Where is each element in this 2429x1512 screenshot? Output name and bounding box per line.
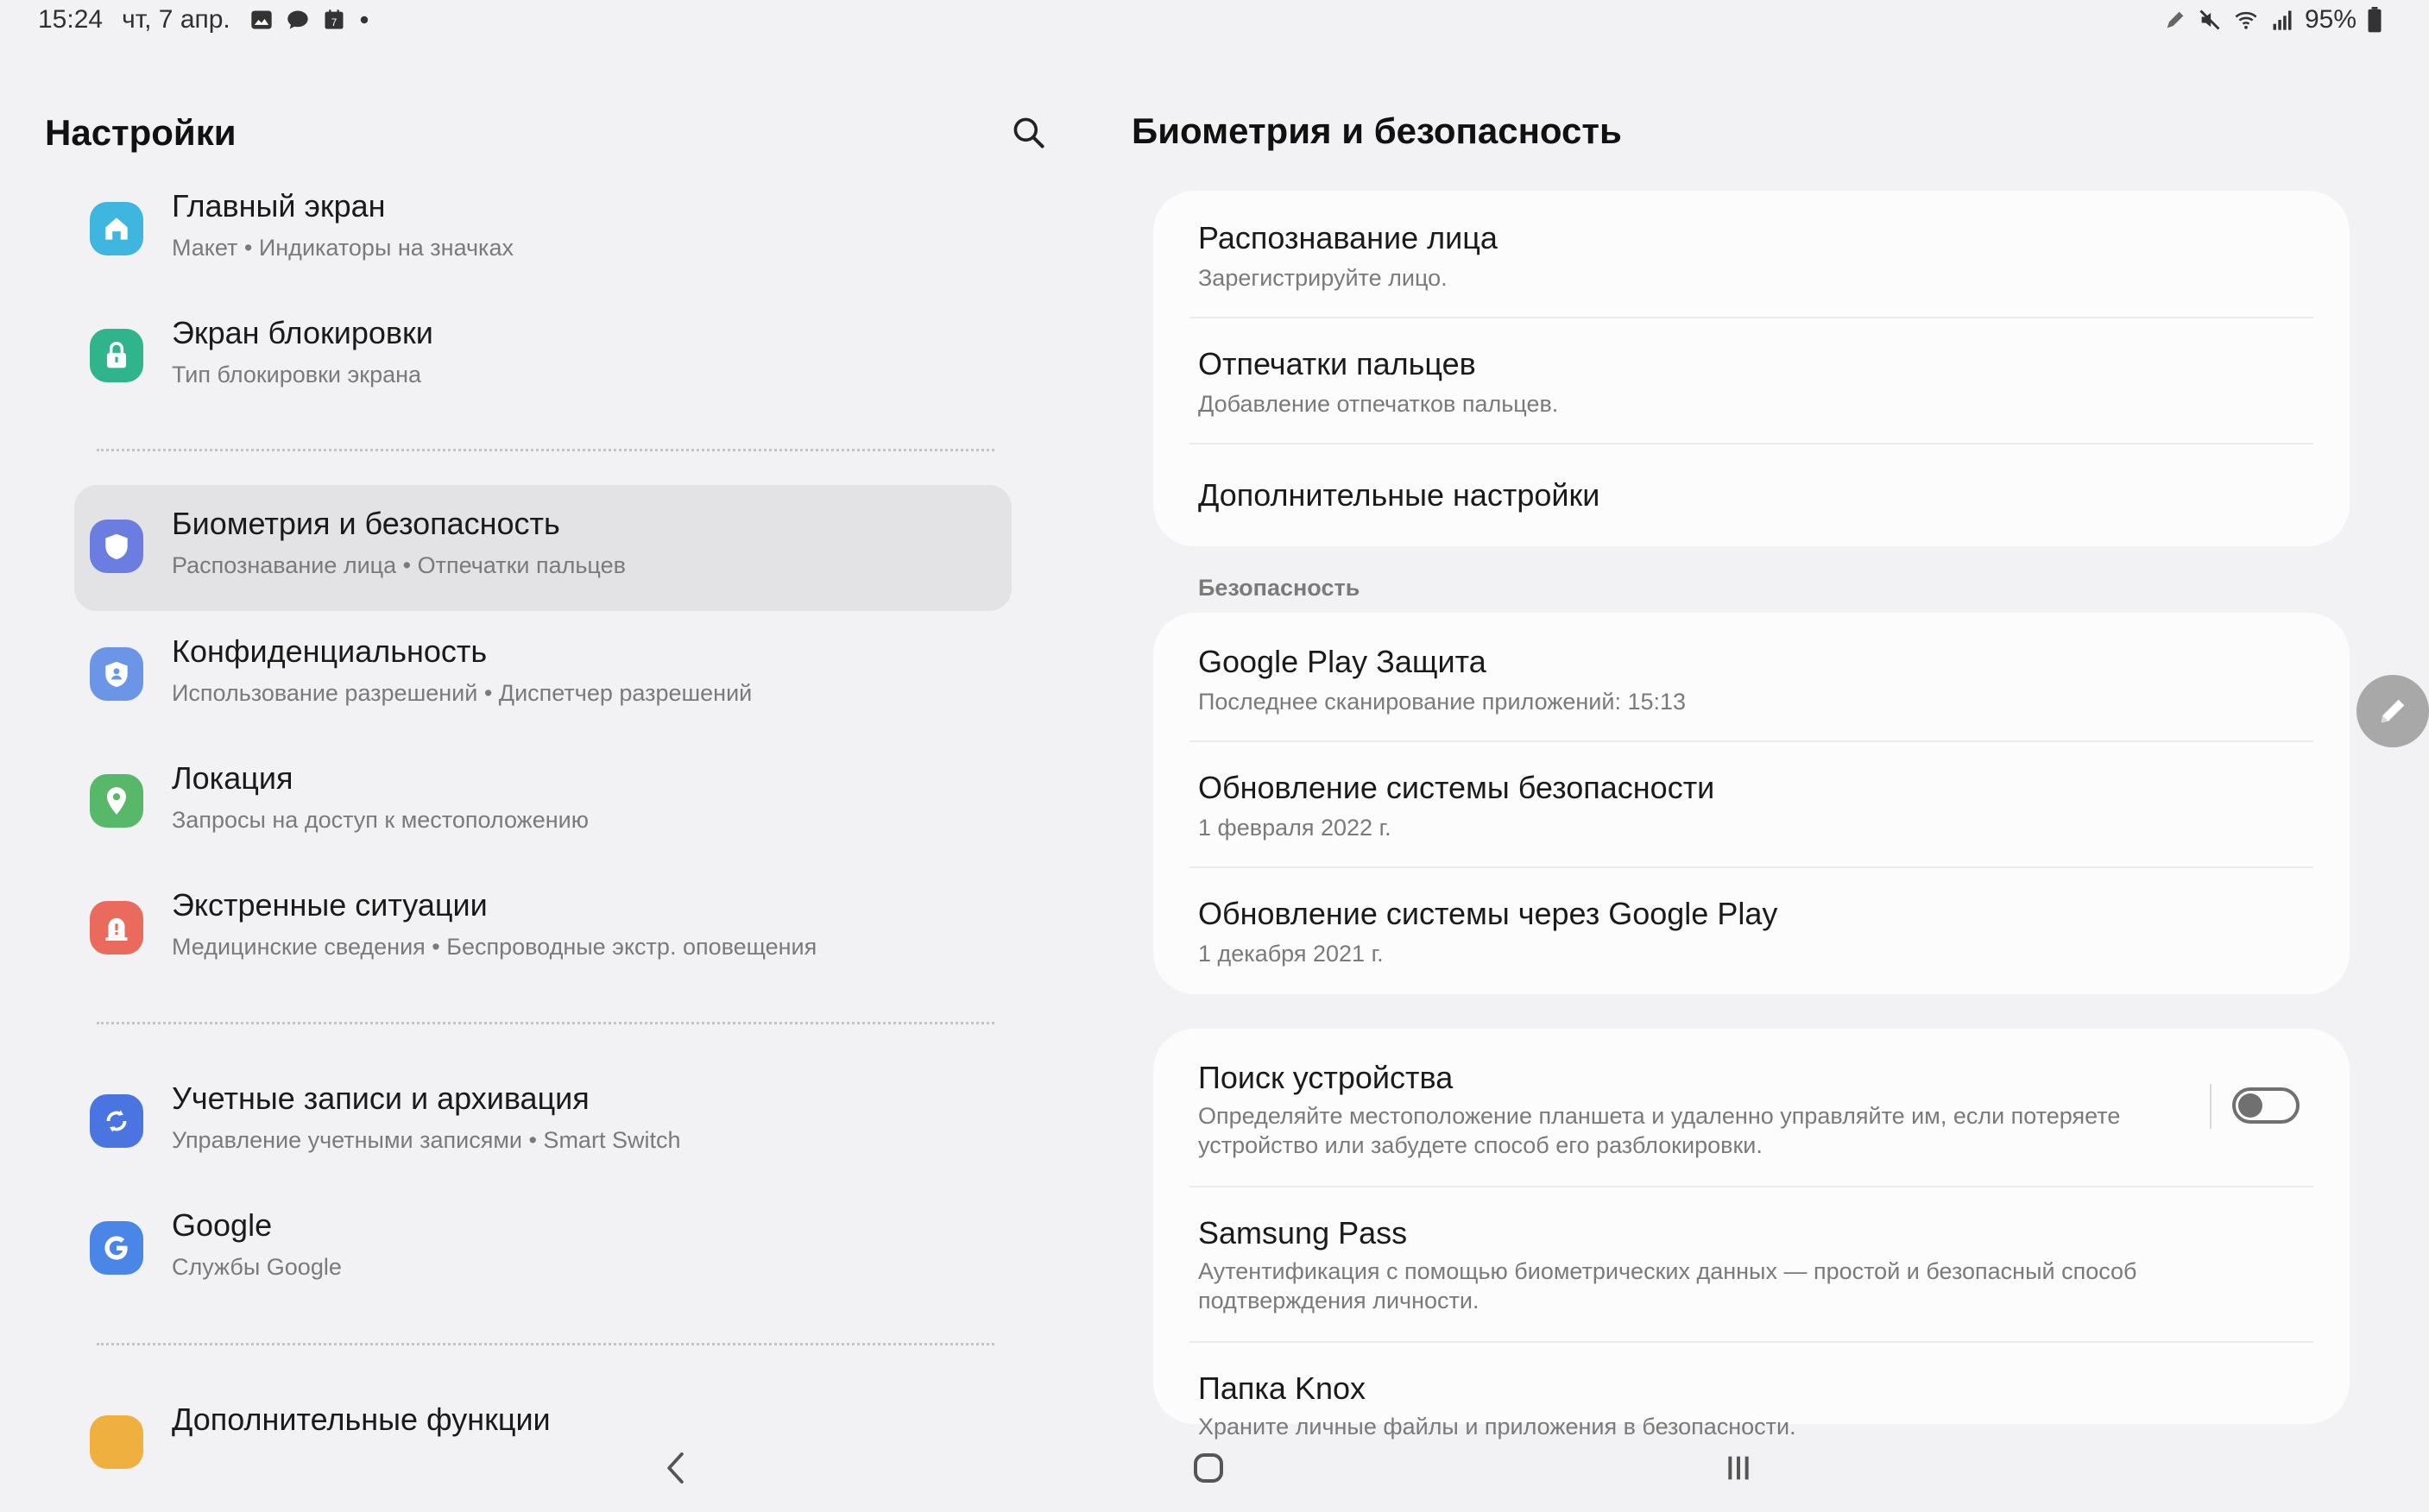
face-recognition-row[interactable] [1153,191,2350,317]
page-title: Настройки [45,112,237,153]
back-button[interactable] [642,1441,711,1495]
row-subtitle: 1 декабря 2021 г. [1198,941,1384,967]
row-title: Google Play Защита [1198,644,1486,679]
home-button-icon [1191,1451,1226,1485]
pen-icon [2163,8,2187,32]
group-divider [97,449,994,451]
back-icon [661,1449,692,1487]
toggle-knob [2238,1093,2262,1118]
settings-item-title: Дополнительные функции [172,1402,551,1437]
find-my-device-row[interactable] [1153,1029,2350,1186]
calendar-icon [322,8,346,32]
search-icon [1010,114,1048,152]
row-title: Обновление системы безопасности [1198,770,1715,805]
google-play-system-update-row[interactable] [1153,866,2350,994]
row-subtitle: Зарегистрируйте лицо. [1198,265,1448,291]
gallery-icon [249,8,274,32]
settings-item-google[interactable] [74,1187,1012,1313]
settings-item-title: Биометрия и безопасность [172,506,560,541]
group-divider [97,1343,994,1345]
security-update-row[interactable] [1153,740,2350,866]
settings-item-subtitle: Медицинские сведения • Беспроводные экстр. оповещения [172,934,817,960]
toggle-separator [2210,1084,2211,1129]
battery-percent: 95% [2304,5,2356,34]
row-subtitle: Определяйте местоположение планшета и удаленно управляйте им, если потеряете устройство или забудете способ его разблокировки. [1198,1103,2121,1158]
security-card [1153,613,2350,994]
lock-icon [90,329,143,382]
settings-item-subtitle: Распознавание лица • Отпечатки пальцев [172,552,626,578]
date: чт, 7 апр. [122,5,230,34]
location-pin-icon [90,774,143,828]
settings-item-title: Главный экран [172,188,386,224]
privacy-shield-icon [90,647,143,701]
device-services-card [1153,1029,2350,1440]
battery-icon [2367,7,2382,33]
settings-item-title: Google [172,1207,273,1243]
recents-button[interactable] [1704,1441,1773,1495]
shield-icon [90,520,143,573]
home-button[interactable] [1174,1441,1243,1495]
settings-item-subtitle: Использование разрешений • Диспетчер разрешений [172,680,753,706]
settings-item-title: Конфиденциальность [172,633,488,669]
navigation-bar [0,1424,2417,1512]
home-icon [90,202,143,255]
row-title: Samsung Pass [1198,1215,1408,1251]
settings-item-accounts-backup[interactable] [74,1060,1012,1186]
chat-icon [286,8,310,32]
row-subtitle: Храните личные файлы и приложения в безопасности. [1198,1414,1796,1440]
settings-item-lock-screen[interactable] [74,294,1012,420]
svg-text:7: 7 [331,17,338,28]
row-subtitle: 1 февраля 2022 г. [1198,815,1391,841]
signal-icon [2270,8,2294,32]
recents-icon [1721,1451,1756,1485]
fingerprints-row[interactable] [1153,317,2350,443]
find-my-device-toggle[interactable] [2232,1087,2300,1124]
settings-item-title: Локация [172,760,293,796]
row-title: Поиск устройства [1198,1060,1454,1095]
settings-list-pane [0,52,1070,1437]
google-play-protect-row[interactable] [1153,613,2350,740]
row-title: Распознавание лица [1198,220,1498,255]
row-title: Отпечатки пальцев [1198,346,1476,381]
security-section-label: Безопасность [1198,575,1360,601]
additional-settings-row[interactable] [1153,443,2350,546]
settings-item-title: Экстренные ситуации [172,887,488,923]
sync-icon [90,1094,143,1148]
settings-item-title: Учетные записи и архивация [172,1080,590,1116]
status-bar-right [2163,5,2382,35]
settings-item-subtitle: Службы Google [172,1254,342,1280]
row-title: Обновление системы через Google Play [1198,896,1778,931]
emergency-icon [90,901,143,954]
settings-item-home-screen[interactable] [74,167,1012,293]
row-title: Дополнительные настройки [1198,477,1600,513]
settings-item-location[interactable] [74,740,1012,866]
row-subtitle: Добавление отпечатков пальцев. [1198,391,1559,417]
row-subtitle: Аутентификация с помощью биометрических данных — простой и безопасный способ подтверждения личности. [1198,1258,2137,1314]
settings-item-emergency[interactable] [74,866,1012,992]
google-icon [90,1221,143,1275]
row-subtitle: Последнее сканирование приложений: 15:13 [1198,689,1687,715]
group-divider [97,1022,994,1024]
settings-item-subtitle: Тип блокировки экрана [172,362,422,387]
detail-title: Биометрия и безопасность [1132,110,1622,151]
biometrics-card [1153,191,2350,546]
search-button[interactable] [1005,109,1053,157]
settings-item-subtitle: Макет • Индикаторы на значках [172,235,514,261]
settings-item-biometrics-security[interactable] [74,485,1012,611]
clock: 15:24 [38,5,104,34]
settings-item-title: Экран блокировки [172,315,433,350]
settings-item-subtitle: Запросы на доступ к местоположению [172,807,589,833]
settings-item-privacy[interactable] [74,613,1012,739]
status-bar-left [38,5,370,35]
mute-icon [2198,8,2222,32]
status-bar [0,0,2417,45]
samsung-pass-row[interactable] [1153,1186,2350,1341]
wifi-icon [2232,8,2260,32]
pencil-icon [2375,694,2410,728]
row-title: Папка Knox [1198,1370,1366,1406]
dot-icon [358,14,370,26]
edge-panel-handle[interactable] [2356,675,2429,747]
settings-item-subtitle: Управление учетными записями • Smart Switch [172,1127,681,1153]
